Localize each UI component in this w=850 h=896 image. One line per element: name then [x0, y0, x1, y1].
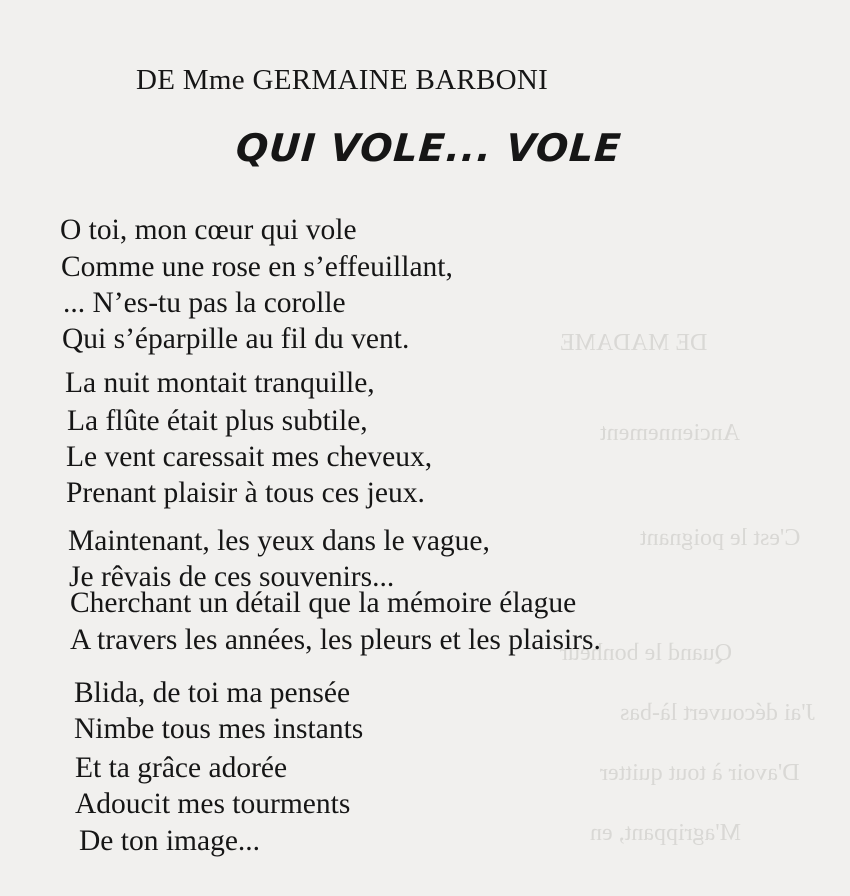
poem-title: QUI VOLE... VOLE: [234, 126, 624, 170]
poem-line: Cherchant un détail que la mémoire élague: [70, 587, 577, 619]
poem-line: Et ta grâce adorée: [75, 752, 288, 784]
poem-line: O toi, mon cœur qui vole: [60, 214, 357, 246]
poem-line: Prenant plaisir à tous ces jeux.: [66, 477, 425, 509]
reverse-page-bleed-through: DE MADAME Anciennement C'est le poignant Quand le bonheur J'ai découvert là-bas D'avoir à tout quitter M'agrippant, en: [560, 330, 815, 846]
poem-author: DE Mme GERMAINE BARBONI: [136, 64, 549, 96]
poem-line: Comme une rose en s’effeuillant,: [61, 251, 453, 283]
poem-line: Le vent caressait mes cheveux,: [66, 441, 433, 473]
poem-line: A travers les années, les pleurs et les plaisirs.: [70, 624, 601, 656]
poem-line: La nuit montait tranquille,: [65, 367, 375, 399]
poem-line: Nimbe tous mes instants: [74, 713, 364, 745]
poem-line: ... N’es-tu pas la corolle: [63, 287, 346, 319]
poem-line: La flûte était plus subtile,: [67, 405, 368, 437]
poem-line: Adoucit mes tourments: [75, 788, 351, 820]
poem-line: De ton image...: [79, 825, 261, 857]
poem-line: Blida, de toi ma pensée: [74, 677, 351, 709]
poem-line: Qui s’éparpille au fil du vent.: [62, 323, 410, 355]
poem-line: Je rêvais de ces souvenirs...: [69, 561, 395, 593]
poem-line: Maintenant, les yeux dans le vague,: [68, 525, 490, 557]
